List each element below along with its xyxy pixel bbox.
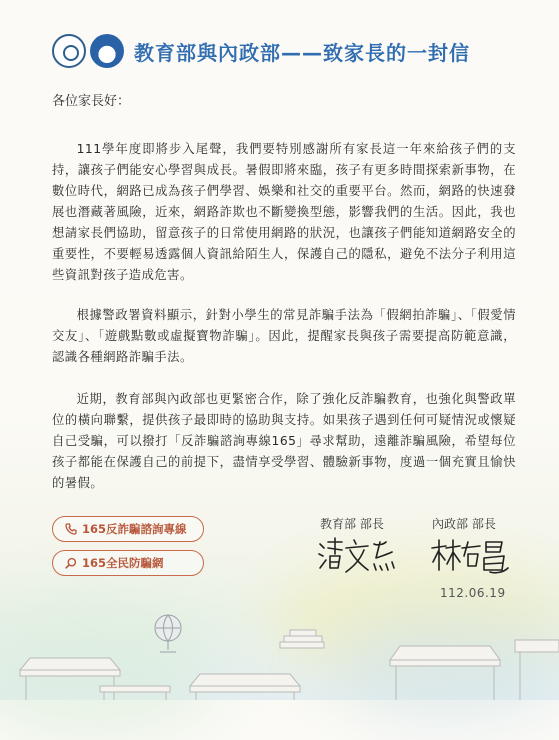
classroom-desks-illustration bbox=[0, 600, 559, 700]
hotline-165-label: 165反詐騙諮詢專線 bbox=[82, 522, 187, 536]
moi-minister-title: 內政部 部長 bbox=[432, 517, 496, 531]
letter-date: 112.06.19 bbox=[440, 586, 506, 600]
letter-title: 教育部與內政部——致家長的一封信 bbox=[134, 40, 470, 65]
hotline-165-button[interactable] bbox=[52, 516, 204, 542]
moe-seal-icon bbox=[52, 34, 86, 68]
moe-minister-signature bbox=[316, 534, 396, 578]
moi-emblem-icon bbox=[90, 34, 124, 68]
greeting: 各位家長好： bbox=[52, 94, 131, 109]
anti-fraud-website-button[interactable] bbox=[52, 550, 204, 576]
letter-paragraph-3: 近期，教育部與內政部也更緊密合作，除了強化反詐騙教育，也強化與警政單位的橫向聯繫，提供孩子最即時的協助與支持。如果孩子遇到任何可疑情況或懷疑自己受騙，可以撥打「反詐騙諮詢專線165」尋求幫助，遠離詐騙風險，希望每位孩子都能在保護自己的前提下，盡情享受學習、體驗新事物，度過一個充實且愉快的暑假。 bbox=[52, 392, 516, 491]
letter-paragraph-2: 根據警政署資料顯示，針對小學生的常見詐騙手法為「假網拍詐騙」、「假愛情交友」、「遊戲點數或虛擬寶物詐騙」。因此，提醒家長與孩子需要提高防範意識，認識各種網路詐騙手法。 bbox=[52, 308, 516, 365]
letter-paragraph-1: 111學年度即將步入尾聲，我們要特別感謝所有家長這一年來給孩子們的支持，讓孩子們能安心學習與成長。暑假即將來臨，孩子有更多時間探索新事物，在數位時代，網路已成為孩子們學習、娛樂和社交的重要平台。然而，網路的快速發展也潛藏著風險，近來，網路詐欺也不斷變換型態，影響我們的生活。因此，我也想請家長們協助，留意孩子的日常使用網路的狀況，也讓孩子們能知道網路安全的重要性，不要輕易透露個人資訊給陌生人，保護自己的隱私，避免不法分子利用這些資訊對孩子造成危害。 bbox=[52, 142, 516, 283]
phone-icon bbox=[65, 523, 77, 535]
moe-minister-title: 教育部 部長 bbox=[320, 517, 384, 531]
search-icon bbox=[65, 557, 77, 569]
moi-minister-signature bbox=[430, 534, 510, 578]
letter-header bbox=[52, 34, 470, 68]
anti-fraud-website-label: 165全民防騙網 bbox=[82, 556, 164, 570]
